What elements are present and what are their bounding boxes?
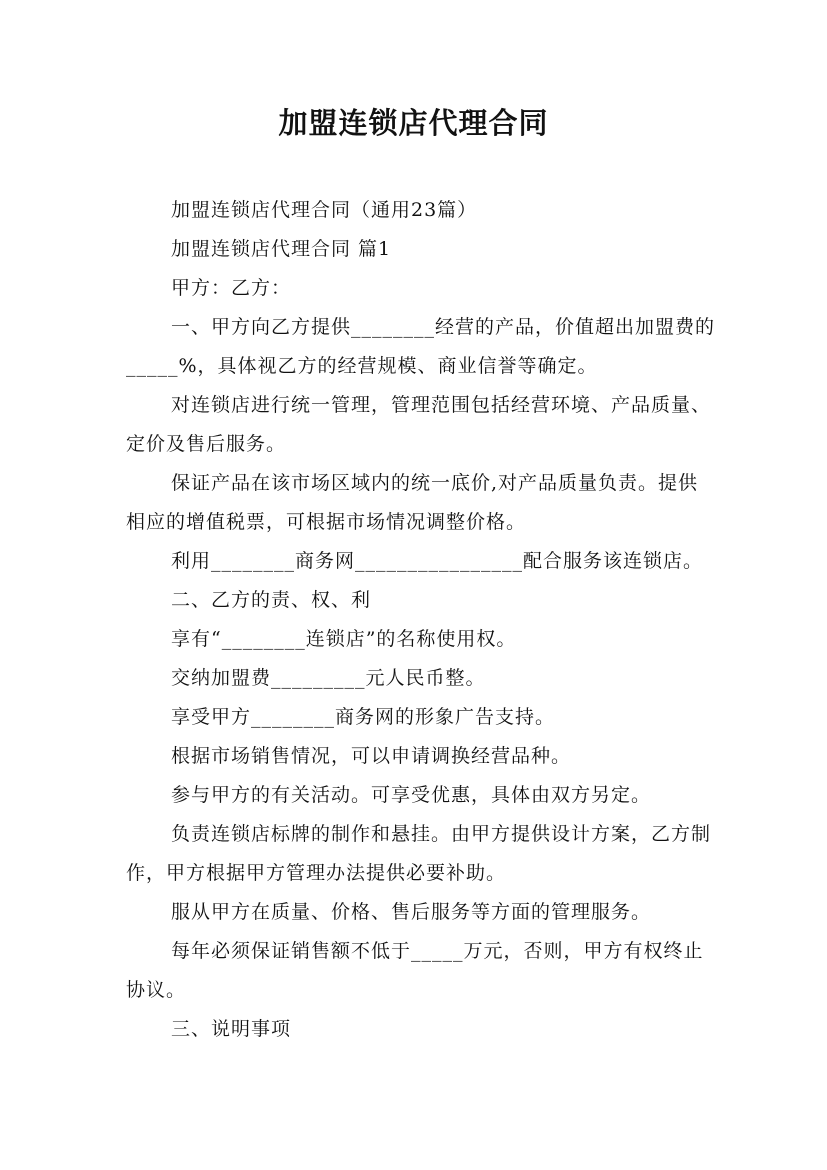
document-title: 加盟连锁店代理合同 xyxy=(278,106,549,140)
paragraph-clause: 享有“________连锁店”的名称使用权。 xyxy=(171,628,517,650)
paragraph-part-heading: 加盟连锁店代理合同 篇1 xyxy=(171,238,392,260)
paragraph-clause: 每年必须保证销售额不低于_____万元，否则，甲方有权终止协议。 xyxy=(126,940,704,1001)
document-body xyxy=(126,191,716,1049)
paragraph-clause: 根据市场销售情况，可以申请调换经营品种。 xyxy=(171,745,572,767)
paragraph-clause: 负责连锁店标牌的制作和悬挂。由甲方提供设计方案，乙方制作，甲方根据甲方管理办法提供必要补助。 xyxy=(126,823,712,884)
paragraph-clause: 保证产品在该市场区域内的统一底价,对产品质量负责。提供相应的增值税票，可根据市场情况调整价格。 xyxy=(126,472,699,533)
paragraph-parties: 甲方：乙方： xyxy=(171,277,292,299)
paragraph-clause: 一、甲方向乙方提供________经营的产品，价值超出加盟费的_____%，具体视乙方的经营规模、商业信誉等确定。 xyxy=(126,316,716,377)
paragraph-clause: 服从甲方在质量、价格、售后服务等方面的管理服务。 xyxy=(171,901,652,923)
paragraph-clause: 对连锁店进行统一管理，管理范围包括经营环境、产品质量、定价及售后服务。 xyxy=(126,394,712,455)
paragraph-clause: 参与甲方的有关活动。可享受优惠，具体由双方另定。 xyxy=(171,784,652,806)
paragraph-clause: 交纳加盟费_________元人民币整。 xyxy=(171,667,486,689)
paragraph-section-heading: 二、乙方的责、权、利 xyxy=(171,589,372,611)
paragraph-section-heading: 三、说明事项 xyxy=(171,1018,292,1040)
paragraph-clause: 享受甲方________商务网的形象广告支持。 xyxy=(171,706,556,728)
paragraph-subtitle: 加盟连锁店代理合同（通用23篇） xyxy=(171,199,478,221)
paragraph-clause: 利用________商务网________________配合服务该连锁店。 xyxy=(171,550,704,572)
